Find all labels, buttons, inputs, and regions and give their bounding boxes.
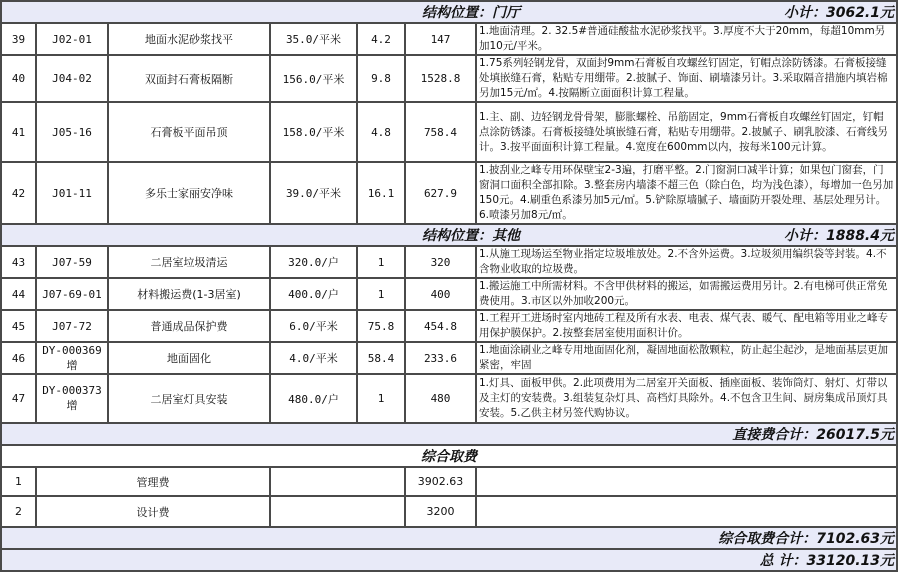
fee-amount: 3200 bbox=[405, 496, 476, 527]
description: 1.75系列轻钢龙骨，双面封9mm石膏板自攻螺丝钉固定，钉帽点涂防锈漆。石膏板接缝处填嵌缝石膏，粘贴专用绷带。2.披腻子、饰面、刷墙漆另计。3.采取隔音措施内填岩棉另加15元/㎡。4.按隔断立面面积计算工程量。 bbox=[476, 55, 897, 102]
quantity: 9.8 bbox=[357, 55, 405, 102]
unit-price: 400.0/户 bbox=[270, 278, 357, 310]
quantity: 1 bbox=[357, 246, 405, 278]
row-number: 44 bbox=[1, 278, 36, 310]
grand-total: 总 计：33120.13元 bbox=[1, 549, 897, 571]
item-code: J01-11 bbox=[36, 162, 108, 224]
item-name: 材料搬运费(1-3居室) bbox=[108, 278, 270, 310]
item-code: J02-01 bbox=[36, 23, 108, 55]
description: 1.地面涂刷业之峰专用地面固化剂，凝固地面松散颗粒，防止起尘起沙，是地面基层更加紧密，牢固 bbox=[476, 342, 897, 374]
amount: 1528.8 bbox=[405, 55, 476, 102]
item-code: J05-16 bbox=[36, 102, 108, 162]
item-name: 地面水泥砂浆找平 bbox=[108, 23, 270, 55]
row-number: 40 bbox=[1, 55, 36, 102]
table-row bbox=[1, 342, 897, 374]
table-row bbox=[1, 55, 897, 102]
fees-header-row bbox=[1, 445, 897, 467]
table-row bbox=[1, 102, 897, 162]
fee-row bbox=[1, 496, 897, 527]
unit-price: 320.0/户 bbox=[270, 246, 357, 278]
quantity: 75.8 bbox=[357, 310, 405, 342]
item-name: 双面封石膏板隔断 bbox=[108, 55, 270, 102]
section-title: 结构位置：其他 bbox=[422, 228, 520, 244]
quantity: 16.1 bbox=[357, 162, 405, 224]
item-code: DY-000373增 bbox=[36, 374, 108, 423]
table-row bbox=[1, 23, 897, 55]
row-number: 47 bbox=[1, 374, 36, 423]
unit-price: 4.0/平米 bbox=[270, 342, 357, 374]
table-row bbox=[1, 162, 897, 224]
amount: 147 bbox=[405, 23, 476, 55]
row-number: 43 bbox=[1, 246, 36, 278]
row-number: 41 bbox=[1, 102, 36, 162]
table-row bbox=[1, 310, 897, 342]
quantity: 4.2 bbox=[357, 23, 405, 55]
item-code: DY-000369增 bbox=[36, 342, 108, 374]
fee-name: 设计费 bbox=[36, 496, 270, 527]
section-title: 结构位置：门厅 bbox=[422, 5, 520, 21]
fee-note bbox=[476, 496, 897, 527]
section-subtotal: 小计：1888.4元 bbox=[783, 228, 894, 244]
direct-total-row bbox=[1, 423, 897, 445]
description: 1.工程开工进场时室内地砖工程及所有水表、电表、煤气表、暖气、配电箱等用业之峰专用保护膜保护。2.按整套居室使用面积计价。 bbox=[476, 310, 897, 342]
unit-price: 158.0/平米 bbox=[270, 102, 357, 162]
description: 1.灯具、面板甲供。2.此项费用为二居室开关面板、插座面板、装饰筒灯、射灯、灯带以及主灯的安装费。3.组装复杂灯具、高档灯具除外。4.不包含卫生间、厨房集成吊顶灯具安装。5.乙供主材另签代购协议。 bbox=[476, 374, 897, 423]
fee-note bbox=[476, 467, 897, 496]
description: 1.披刮业之峰专用环保壁宝2-3遍，打磨平整。2.门窗洞口减半计算；如果包门窗套，门窗洞口面积全部扣除。3.整套房内墙漆不超三色（除白色，均为浅色漆），每增加一色另加150元。4.刷重色系漆另加5元/㎡。5.铲除原墙腻子、墙面防开裂处理、基层处理另计。6.喷漆另加8元/㎡。 bbox=[476, 162, 897, 224]
amount: 454.8 bbox=[405, 310, 476, 342]
fee-name: 管理费 bbox=[36, 467, 270, 496]
table-row bbox=[1, 246, 897, 278]
fee-empty bbox=[270, 496, 405, 527]
amount: 480 bbox=[405, 374, 476, 423]
table-row bbox=[1, 278, 897, 310]
quantity: 4.8 bbox=[357, 102, 405, 162]
row-number: 46 bbox=[1, 342, 36, 374]
fee-number: 2 bbox=[1, 496, 36, 527]
amount: 758.4 bbox=[405, 102, 476, 162]
row-number: 45 bbox=[1, 310, 36, 342]
row-number: 39 bbox=[1, 23, 36, 55]
item-code: J07-69-01 bbox=[36, 278, 108, 310]
fees-title: 综合取费 bbox=[1, 445, 897, 467]
fee-amount: 3902.63 bbox=[405, 467, 476, 496]
item-name: 多乐士家丽安净味 bbox=[108, 162, 270, 224]
item-name: 二居室灯具安装 bbox=[108, 374, 270, 423]
item-name: 普通成品保护费 bbox=[108, 310, 270, 342]
unit-price: 6.0/平米 bbox=[270, 310, 357, 342]
unit-price: 39.0/平米 bbox=[270, 162, 357, 224]
unit-price: 156.0/平米 bbox=[270, 55, 357, 102]
section-header bbox=[1, 224, 897, 246]
quantity: 1 bbox=[357, 374, 405, 423]
item-code: J07-59 bbox=[36, 246, 108, 278]
row-number: 42 bbox=[1, 162, 36, 224]
item-code: J07-72 bbox=[36, 310, 108, 342]
item-code: J04-02 bbox=[36, 55, 108, 102]
fee-number: 1 bbox=[1, 467, 36, 496]
item-name: 石膏板平面吊顶 bbox=[108, 102, 270, 162]
description: 1.主、副、边轻钢龙骨骨架，膨胀螺栓、吊筋固定，9mm石膏板自攻螺丝钉固定，钉帽点涂防锈漆。石膏板接缝处填嵌缝石膏，粘贴专用绷带。2.披腻子、刷乳胶漆、石膏线另计。3.按平面面积计算工程量。4.宽度在600mm以内，按每米100元计算。 bbox=[476, 102, 897, 162]
unit-price: 35.0/平米 bbox=[270, 23, 357, 55]
table-row bbox=[1, 374, 897, 423]
amount: 400 bbox=[405, 278, 476, 310]
section-header bbox=[1, 1, 897, 23]
amount: 320 bbox=[405, 246, 476, 278]
section-subtotal: 小计：3062.1元 bbox=[783, 5, 894, 21]
amount: 233.6 bbox=[405, 342, 476, 374]
fee-empty bbox=[270, 467, 405, 496]
description: 1.地面清理。2. 32.5#普通硅酸盐水泥砂浆找平。3.厚度不大于20mm，每超10mm另加10元/平米。 bbox=[476, 23, 897, 55]
fees-total: 综合取费合计：7102.63元 bbox=[1, 527, 897, 549]
unit-price: 480.0/户 bbox=[270, 374, 357, 423]
item-name: 二居室垃圾清运 bbox=[108, 246, 270, 278]
item-name: 地面固化 bbox=[108, 342, 270, 374]
quantity: 58.4 bbox=[357, 342, 405, 374]
fees-total-row bbox=[1, 527, 897, 549]
description: 1.从施工现场运至物业指定垃圾堆放处。2.不含外运费。3.垃圾须用编织袋等封装。4.不含物业收取的垃圾费。 bbox=[476, 246, 897, 278]
amount: 627.9 bbox=[405, 162, 476, 224]
direct-total: 直接费合计：26017.5元 bbox=[1, 423, 897, 445]
description: 1.搬运施工中所需材料。不含甲供材料的搬运，如需搬运费用另计。2.有电梯可供正常免费使用。3.市区以外加收200元。 bbox=[476, 278, 897, 310]
quantity: 1 bbox=[357, 278, 405, 310]
fee-row bbox=[1, 467, 897, 496]
